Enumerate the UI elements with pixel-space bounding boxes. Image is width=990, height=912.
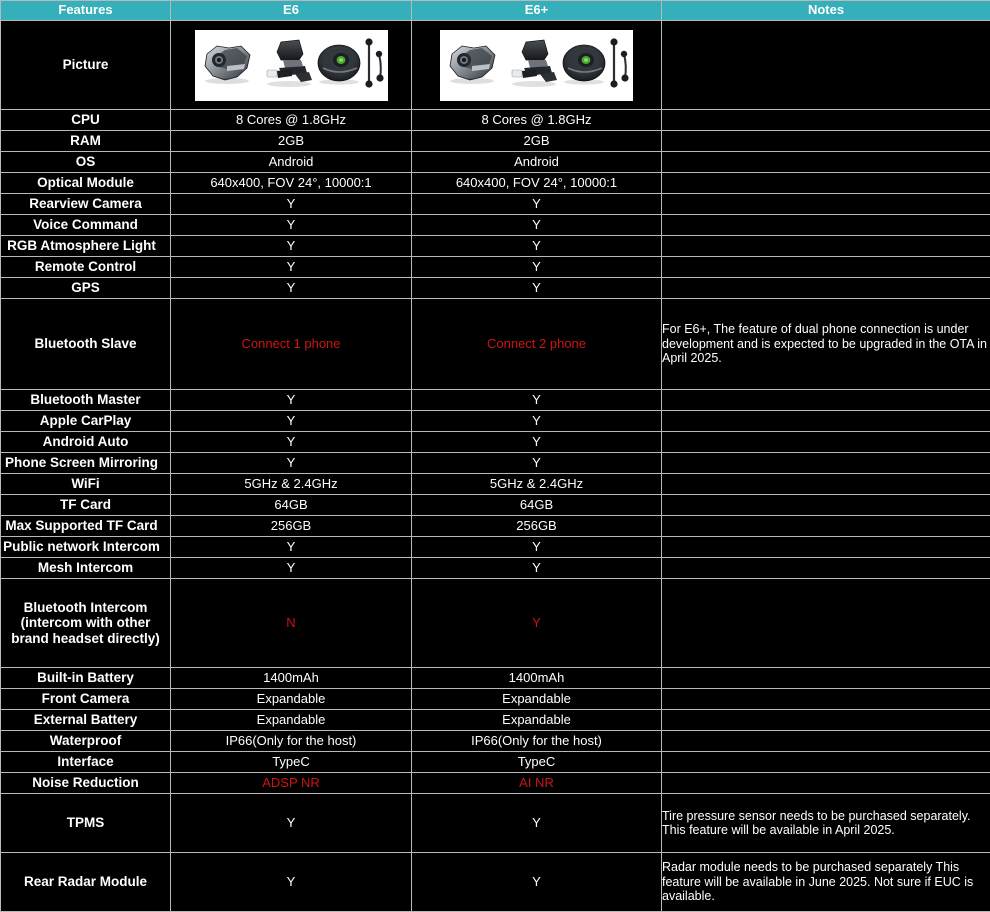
notes-cell (662, 236, 990, 257)
header-row (1, 1, 990, 21)
column-header-notes: Notes (662, 1, 990, 21)
e6-value-cell: Y (171, 257, 412, 278)
feature-label-cell (1, 668, 171, 689)
table-row (1, 236, 990, 257)
feature-label: RAM (70, 133, 101, 148)
e6plus-value-cell: Y (412, 558, 662, 579)
feature-label: Front Camera (42, 691, 130, 706)
notes-cell (662, 257, 990, 278)
feature-label: Rearview Camera (29, 196, 142, 211)
e6-value-cell: IP66(Only for the host) (171, 731, 412, 752)
e6plus-value-cell: Y (412, 278, 662, 299)
e6-value-cell: Y (171, 453, 412, 474)
feature-label: Noise Reduction (32, 775, 139, 790)
feature-label: Picture (63, 57, 109, 72)
feature-label: WiFi (71, 476, 99, 491)
feature-label: Mesh Intercom (38, 560, 133, 575)
table-row (1, 579, 990, 668)
table-row (1, 516, 990, 537)
feature-label: Interface (57, 754, 113, 769)
feature-label: RGB Atmosphere Light (0, 238, 170, 254)
feature-label-cell (1, 299, 171, 390)
column-header-e6plus: E6+ (412, 1, 662, 21)
e6plus-value-cell: 8 Cores @ 1.8GHz (412, 110, 662, 131)
e6-value-cell: Y (171, 411, 412, 432)
table-row (1, 390, 990, 411)
e6plus-value-cell: Y (412, 432, 662, 453)
feature-label: Waterproof (50, 733, 122, 748)
table-row (1, 131, 990, 152)
e6-value-cell: 256GB (171, 516, 412, 537)
e6-value-cell: N (171, 579, 412, 668)
e6-value-cell: Y (171, 537, 412, 558)
notes-cell (662, 110, 990, 131)
table-row (1, 710, 990, 731)
e6plus-value-cell: Y (412, 215, 662, 236)
e6plus-value-cell: Y (412, 236, 662, 257)
e6plus-value-cell: Y (412, 794, 662, 853)
notes-cell (662, 668, 990, 689)
feature-label: Public network Intercom (0, 539, 170, 555)
feature-label-cell (1, 278, 171, 299)
e6plus-value-cell: Y (412, 579, 662, 668)
e6plus-value-cell: TypeC (412, 752, 662, 773)
feature-label: Bluetooth Slave (34, 336, 136, 351)
feature-label-cell (1, 390, 171, 411)
feature-label-cell (1, 558, 171, 579)
feature-label: GPS (71, 280, 100, 295)
feature-label: Android Auto (43, 434, 129, 449)
e6-value-cell (171, 21, 412, 110)
e6-value-cell: 1400mAh (171, 668, 412, 689)
e6-value-cell: Connect 1 phone (171, 299, 412, 390)
table-row (1, 173, 990, 194)
feature-label: Apple CarPlay (40, 413, 132, 428)
feature-label-cell (1, 432, 171, 453)
notes-cell (662, 710, 990, 731)
e6plus-value-cell: 640x400, FOV 24°, 10000:1 (412, 173, 662, 194)
feature-label: Rear Radar Module (24, 874, 147, 889)
notes-cell (662, 131, 990, 152)
table-row (1, 794, 990, 853)
table-row (1, 558, 990, 579)
feature-label: Phone Screen Mirroring (0, 455, 170, 471)
feature-label: Remote Control (35, 259, 136, 274)
feature-label: Optical Module (37, 175, 134, 190)
feature-label-cell (1, 689, 171, 710)
notes-cell (662, 21, 990, 110)
feature-label: CPU (71, 112, 100, 127)
table-row (1, 731, 990, 752)
e6-value-cell: Y (171, 432, 412, 453)
e6-value-cell: 8 Cores @ 1.8GHz (171, 110, 412, 131)
table-row (1, 853, 990, 912)
table-row (1, 21, 990, 110)
feature-label-cell (1, 853, 171, 912)
feature-label: Voice Command (33, 217, 138, 232)
table-row (1, 432, 990, 453)
table-row (1, 474, 990, 495)
notes-cell (662, 495, 990, 516)
feature-label-cell (1, 152, 171, 173)
notes-cell (662, 558, 990, 579)
e6plus-value-cell: Y (412, 853, 662, 912)
feature-label: External Battery (34, 712, 138, 727)
e6plus-value-cell: 1400mAh (412, 668, 662, 689)
feature-label-cell (1, 453, 171, 474)
notes-cell (662, 453, 990, 474)
feature-label-cell (1, 215, 171, 236)
notes-cell (662, 432, 990, 453)
notes-cell (662, 390, 990, 411)
e6plus-value-cell: 64GB (412, 495, 662, 516)
notes-cell (662, 194, 990, 215)
product-bundle-photo-a (195, 30, 388, 101)
feature-label-cell (1, 131, 171, 152)
feature-label: Bluetooth Intercom (intercom with other brand headset directly) (1, 600, 170, 647)
e6plus-value-cell: IP66(Only for the host) (412, 731, 662, 752)
e6-value-cell: Y (171, 278, 412, 299)
notes-cell (662, 411, 990, 432)
notes-cell (662, 579, 990, 668)
e6-value-cell: Y (171, 194, 412, 215)
e6plus-value-cell: Y (412, 453, 662, 474)
notes-cell (662, 731, 990, 752)
e6plus-value-cell: 2GB (412, 131, 662, 152)
notes-cell (662, 537, 990, 558)
notes-cell (662, 773, 990, 794)
notes-cell (662, 689, 990, 710)
table-header (1, 1, 990, 21)
notes-cell: Radar module needs to be purchased separately This feature will be available in June 2025. Not sure if EUC is available. (662, 853, 990, 912)
feature-label: Max Supported TF Card (0, 518, 170, 534)
table-row (1, 194, 990, 215)
column-header-e6: E6 (171, 1, 412, 21)
feature-label-cell (1, 495, 171, 516)
notes-cell (662, 152, 990, 173)
table-row (1, 537, 990, 558)
table-body (1, 21, 990, 912)
notes-cell (662, 173, 990, 194)
feature-label-cell (1, 579, 171, 668)
feature-label-cell (1, 236, 171, 257)
table-row (1, 668, 990, 689)
feature-label-cell (1, 173, 171, 194)
feature-label: TF Card (60, 497, 111, 512)
table-row (1, 215, 990, 236)
feature-label-cell (1, 794, 171, 853)
e6plus-value-cell: AI NR (412, 773, 662, 794)
table-row (1, 689, 990, 710)
e6plus-value-cell: Expandable (412, 689, 662, 710)
feature-label-cell (1, 773, 171, 794)
e6plus-value-cell: Y (412, 537, 662, 558)
table-row (1, 278, 990, 299)
notes-cell: For E6+, The feature of dual phone connection is under development and is expected to be upgraded in the OTA in April 2025. (662, 299, 990, 390)
table-row (1, 152, 990, 173)
table-row (1, 299, 990, 390)
e6-value-cell: Android (171, 152, 412, 173)
table-row (1, 257, 990, 278)
feature-label-cell (1, 710, 171, 731)
table-row (1, 110, 990, 131)
e6plus-value-cell: Y (412, 194, 662, 215)
feature-label: TPMS (67, 815, 105, 830)
e6plus-value-cell: Android (412, 152, 662, 173)
notes-cell (662, 474, 990, 495)
e6-value-cell: Y (171, 215, 412, 236)
e6-value-cell: 5GHz & 2.4GHz (171, 474, 412, 495)
e6-value-cell: TypeC (171, 752, 412, 773)
table-row (1, 752, 990, 773)
e6plus-value-cell: Y (412, 390, 662, 411)
e6plus-value-cell: Expandable (412, 710, 662, 731)
e6-value-cell: Expandable (171, 710, 412, 731)
e6plus-value-cell (412, 21, 662, 110)
feature-label-cell (1, 731, 171, 752)
e6-value-cell: 640x400, FOV 24°, 10000:1 (171, 173, 412, 194)
e6plus-value-cell: Connect 2 phone (412, 299, 662, 390)
table-row (1, 411, 990, 432)
feature-label-cell (1, 411, 171, 432)
e6-value-cell: Y (171, 558, 412, 579)
feature-label: OS (76, 154, 96, 169)
notes-cell (662, 516, 990, 537)
e6-value-cell: 64GB (171, 495, 412, 516)
notes-cell (662, 752, 990, 773)
table-row (1, 773, 990, 794)
feature-label-cell (1, 257, 171, 278)
e6plus-value-cell: Y (412, 257, 662, 278)
e6plus-value-cell: 5GHz & 2.4GHz (412, 474, 662, 495)
feature-label: Bluetooth Master (30, 392, 140, 407)
feature-label-cell (1, 474, 171, 495)
feature-label-cell (1, 194, 171, 215)
e6-value-cell: 2GB (171, 131, 412, 152)
e6plus-value-cell: 256GB (412, 516, 662, 537)
feature-label-cell (1, 752, 171, 773)
e6-value-cell: Expandable (171, 689, 412, 710)
e6-value-cell: Y (171, 390, 412, 411)
e6-value-cell: Y (171, 236, 412, 257)
e6-value-cell: Y (171, 794, 412, 853)
feature-label-cell (1, 516, 171, 537)
e6-value-cell: ADSP NR (171, 773, 412, 794)
table-row (1, 495, 990, 516)
e6-value-cell: Y (171, 853, 412, 912)
notes-cell: Tire pressure sensor needs to be purchased separately. This feature will be available in April 2025. (662, 794, 990, 853)
product-bundle-photo-b (440, 30, 633, 101)
column-header-features: Features (1, 1, 171, 21)
feature-label-cell (1, 110, 171, 131)
notes-cell (662, 278, 990, 299)
e6plus-value-cell: Y (412, 411, 662, 432)
feature-label-cell (1, 21, 171, 110)
feature-label: Built-in Battery (37, 670, 134, 685)
notes-cell (662, 215, 990, 236)
feature-label-cell (1, 537, 171, 558)
table-row (1, 453, 990, 474)
